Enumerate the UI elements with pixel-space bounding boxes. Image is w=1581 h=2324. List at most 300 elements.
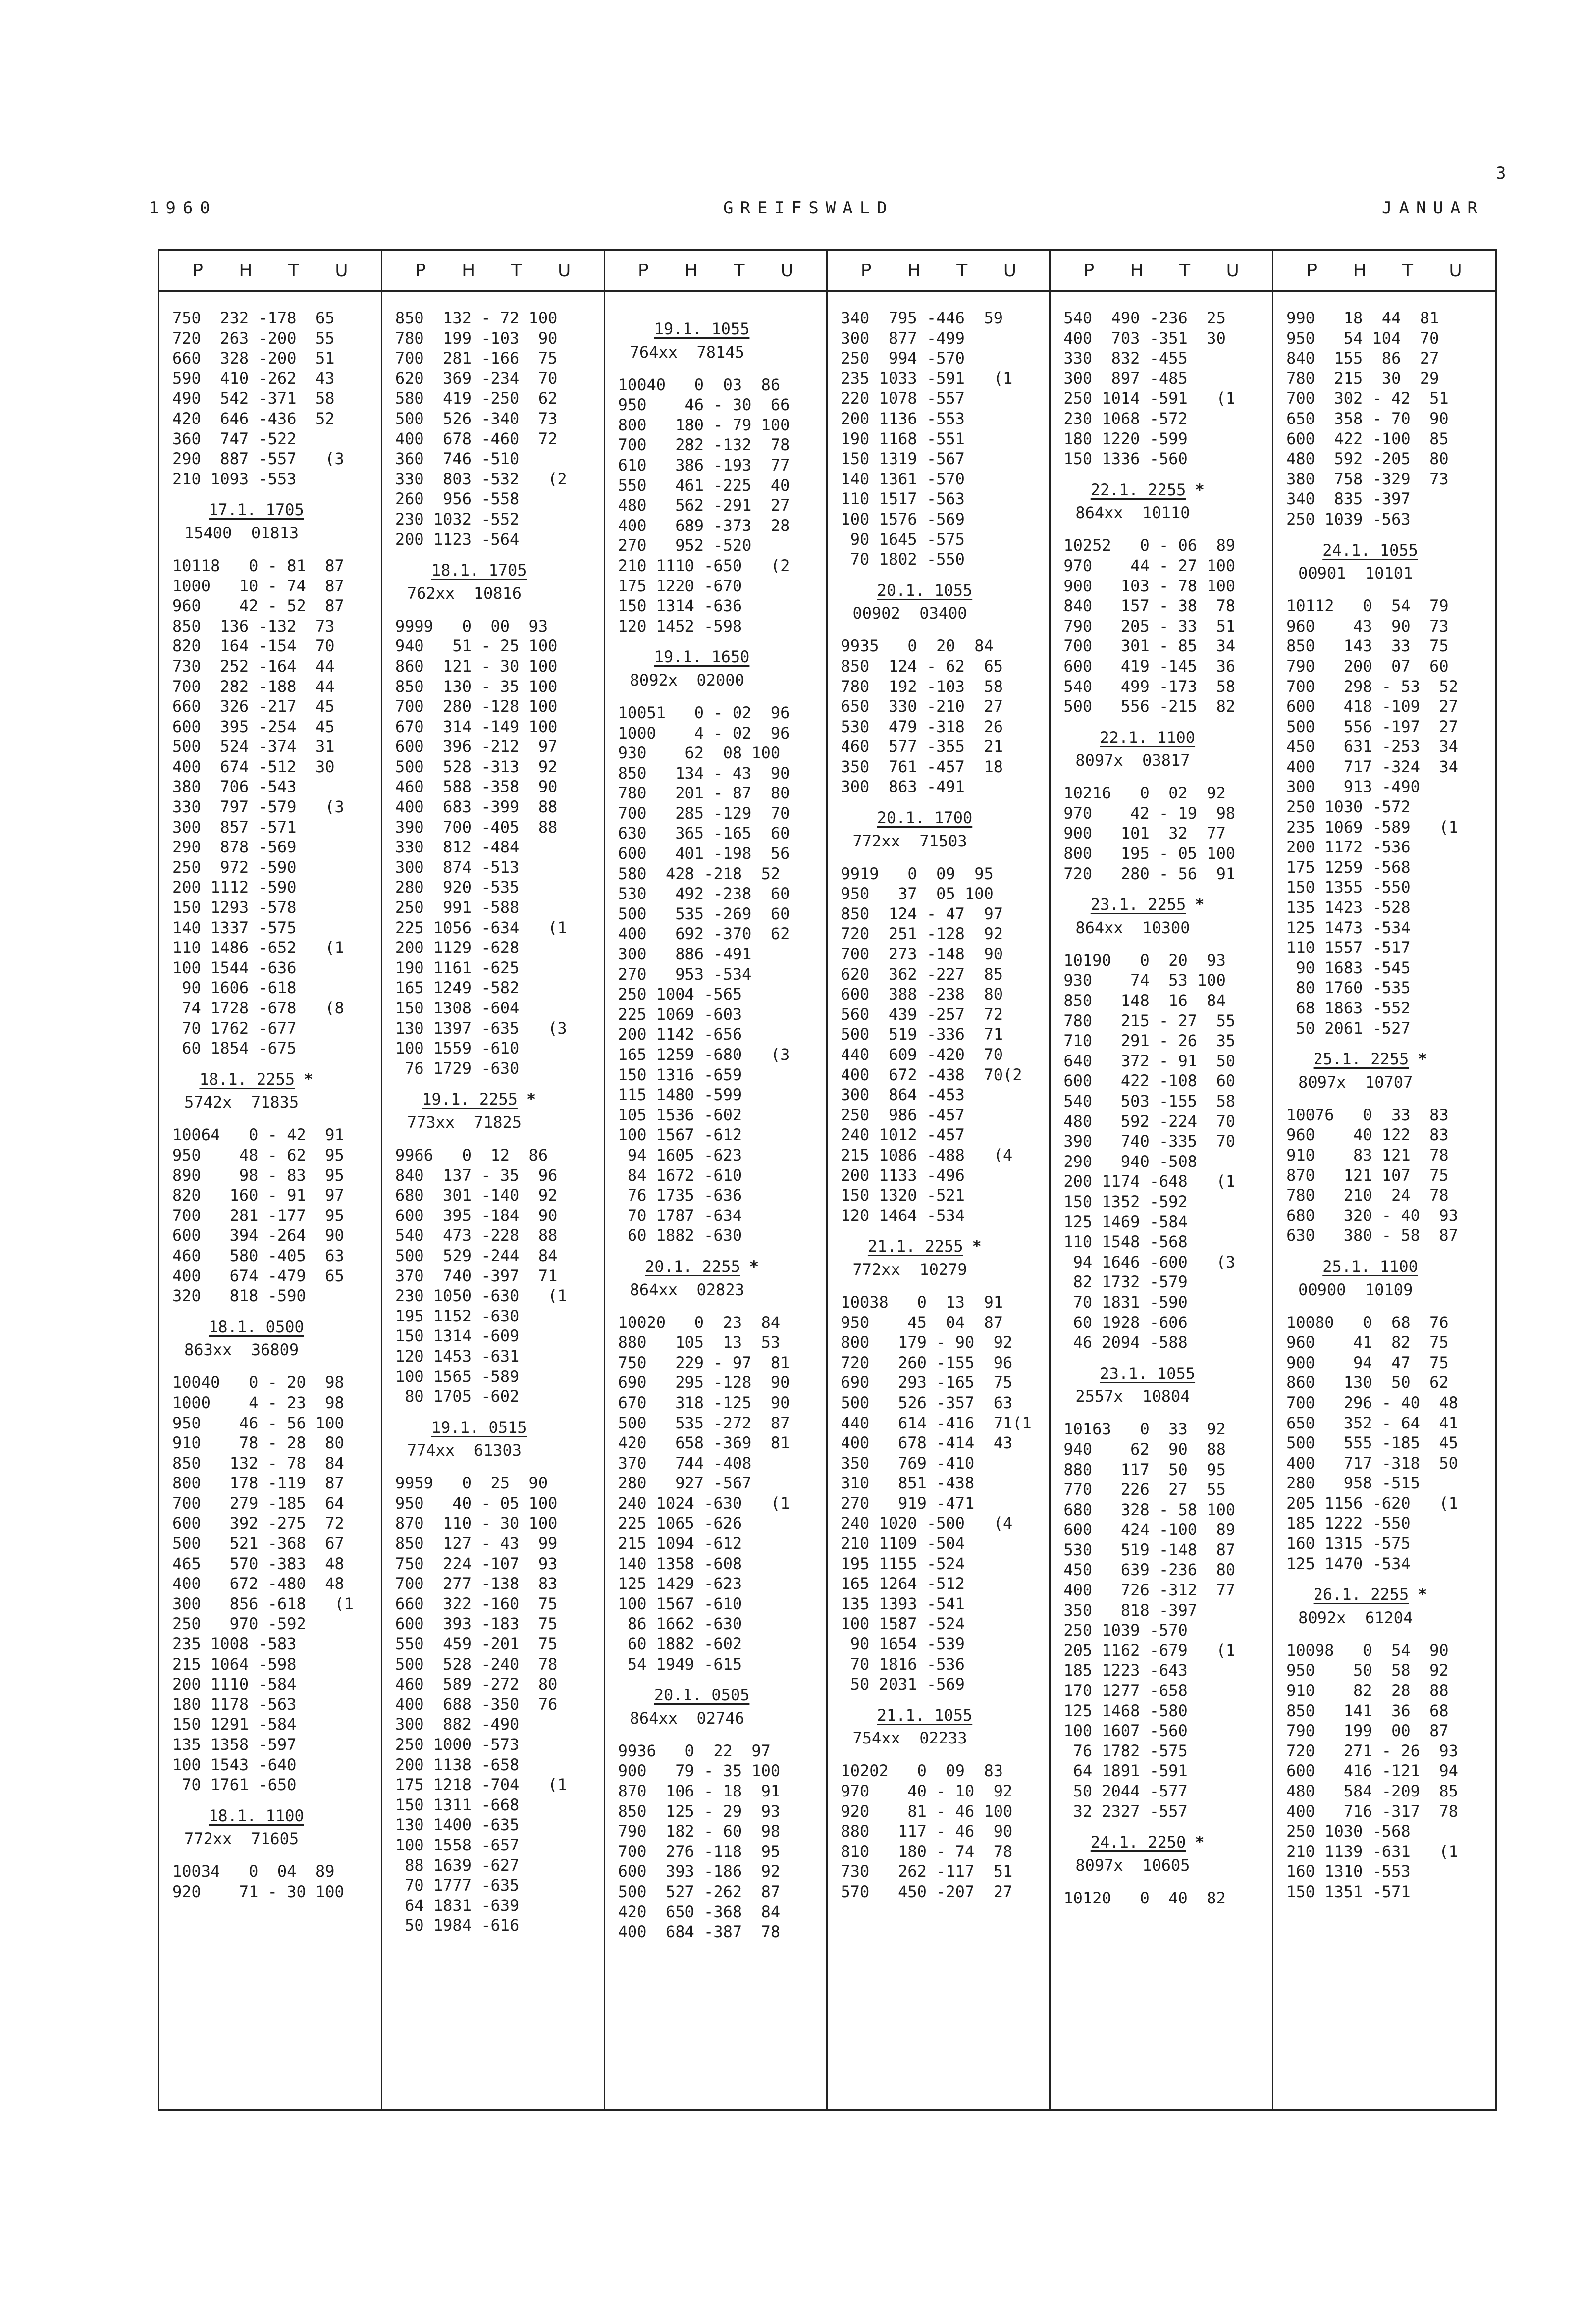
data-row: 700 296 - 40 48	[1286, 1393, 1458, 1412]
data-row: 260 956 -558	[395, 489, 520, 509]
data-row: 125 1429 -623	[618, 1574, 742, 1593]
data-row: 200 1138 -658	[395, 1755, 520, 1774]
data-row: 600 401 -198 56	[618, 844, 790, 863]
data-row: 350 761 -457 18	[841, 757, 1003, 776]
data-row: 580 428 -218 52	[618, 864, 781, 883]
data-row: 100 1576 -569	[841, 509, 965, 528]
data-row: 600 422 -108 60	[1063, 1071, 1236, 1091]
sounding-id: 8097x 10605	[1075, 1855, 1190, 1875]
data-row: 240 1012 -457	[841, 1125, 965, 1145]
data-row: 700 282 -188 44	[172, 677, 335, 696]
data-row: 700 298 - 53 52	[1286, 677, 1458, 696]
data-row: 720 263 -200 55	[172, 328, 335, 348]
date-time-label: 18.1. 2255	[199, 1069, 295, 1089]
data-row: 880 117 - 46 90	[841, 1822, 1013, 1841]
data-row: 250 994 -570	[841, 349, 965, 368]
data-row: 500 524 -374 31	[172, 737, 335, 756]
sounding-id: 863xx 36809	[184, 1340, 299, 1360]
column-header	[159, 251, 381, 292]
data-row: 330 812 -484	[395, 838, 520, 857]
data-row: 70 1777 -635	[395, 1876, 520, 1895]
data-row: 100 1565 -589	[395, 1367, 520, 1386]
data-row: 720 251 -128 92	[841, 924, 1003, 944]
data-row: 600 394 -264 90	[172, 1226, 344, 1245]
data-row: 960 43 90 73	[1286, 616, 1449, 635]
data-row: 600 393 -183 75	[395, 1614, 558, 1634]
data-row: 46 2094 -588	[1063, 1333, 1188, 1352]
data-row: 330 797 -579 (3	[172, 797, 344, 817]
data-row: 420 650 -368 84	[618, 1902, 781, 1921]
data-row: 150 1314 -636	[618, 596, 742, 616]
sounding-id: 754xx 02233	[852, 1729, 967, 1748]
date-time-label: 19.1. 1055	[654, 319, 750, 338]
sounding-id: 8092x 02000	[630, 670, 744, 689]
spacer	[618, 1303, 821, 1313]
data-row: 530 479 -318 26	[841, 717, 1003, 736]
data-row: 400 678 -460 72	[395, 429, 558, 448]
spacer	[841, 854, 1043, 864]
spacer	[618, 365, 821, 375]
data-row: 500 529 -244 84	[395, 1246, 558, 1265]
data-row: 990 18 44 81	[1286, 309, 1439, 327]
date-time-label: 23.1. 1055	[1100, 1364, 1196, 1383]
data-row: 300 864 -453	[841, 1085, 965, 1105]
data-row: 720 271 - 26 93	[1286, 1741, 1458, 1760]
data-row: 160 1310 -553	[1286, 1862, 1411, 1881]
sounding-date-heading	[618, 1257, 821, 1277]
data-row: 90 1654 -539	[841, 1635, 965, 1654]
sounding-date-heading	[172, 1317, 375, 1337]
data-row: 240 1024 -630 (1	[618, 1493, 790, 1513]
data-row: 420 658 -369 81	[618, 1433, 790, 1453]
column-body	[841, 308, 1043, 2104]
data-row: 185 1223 -643	[1063, 1661, 1188, 1680]
data-row: 225 1056 -634 (1	[395, 918, 567, 937]
data-row: 630 380 - 58 87	[1286, 1226, 1458, 1245]
data-row: 190 1168 -551	[841, 429, 965, 448]
data-row: 850 136 -132 73	[172, 616, 335, 635]
header-p: P	[1083, 260, 1095, 281]
data-row: 220 1078 -557	[841, 389, 965, 408]
data-row: 465 570 -383 48	[172, 1554, 344, 1573]
table-column-5	[1051, 251, 1273, 2109]
data-row: 135 1393 -541	[841, 1594, 965, 1613]
data-row: 780 215 30 29	[1286, 369, 1439, 388]
data-row: 900 101 32 77	[1063, 824, 1226, 843]
data-row: 690 293 -165 75	[841, 1373, 1013, 1392]
data-row: 460 589 -272 80	[395, 1675, 558, 1694]
sounding-date-heading	[1286, 1049, 1489, 1069]
asterisk-mark: *	[749, 1257, 759, 1276]
column-body	[1286, 308, 1489, 2104]
data-row: 950 46 - 30 66	[618, 395, 790, 415]
asterisk-mark: *	[1418, 1585, 1427, 1604]
data-row: 720 260 -155 96	[841, 1353, 1013, 1372]
data-row: 770 226 27 55	[1063, 1480, 1226, 1499]
data-row: 200 1172 -536	[1286, 838, 1411, 857]
spacer	[1063, 1409, 1266, 1419]
data-row: 700 280 -128 100	[395, 697, 558, 716]
sounding-id: 772xx 10279	[852, 1260, 967, 1279]
data-row: 175 1218 -704 (1	[395, 1775, 567, 1795]
asterisk-mark: *	[1195, 895, 1205, 914]
sounding-id: 00900 10109	[1298, 1280, 1413, 1299]
data-row: 930 62 08 100	[618, 743, 781, 763]
header-u: U	[1003, 260, 1017, 281]
data-row: 290 887 -557 (3	[172, 449, 344, 469]
data-row: 500 527 -262 87	[618, 1882, 781, 1901]
data-row: 500 555 -185 45	[1286, 1433, 1458, 1453]
data-row: 300 886 -491	[618, 945, 752, 964]
spacer	[172, 546, 375, 556]
data-row: 70 1816 -536	[841, 1654, 965, 1674]
data-row: 300 877 -499	[841, 328, 965, 348]
data-row: 840 137 - 35 96	[395, 1165, 558, 1185]
column-body	[395, 308, 598, 2104]
data-row: 125 1468 -580	[1063, 1701, 1188, 1720]
data-row: 820 164 -154 70	[172, 636, 335, 656]
data-row: 400 689 -373 28	[618, 516, 790, 535]
date-time-label: 23.1. 2255	[1090, 895, 1186, 914]
data-row: 440 609 -420 70	[841, 1045, 1003, 1064]
data-row: 850 143 33 75	[1286, 636, 1449, 656]
data-row: 400 703 -351 30	[1063, 328, 1226, 348]
data-row: 250 1000 -573	[395, 1735, 520, 1754]
data-row: 460 577 -355 21	[841, 737, 1003, 756]
spacer	[618, 693, 821, 703]
spacer	[1286, 1303, 1489, 1313]
data-row: 850 125 - 29 93	[618, 1801, 781, 1821]
data-row: 380 706 -543	[172, 777, 297, 796]
data-row: 340 835 -397	[1286, 489, 1411, 509]
data-row: 200 1110 -584	[172, 1675, 297, 1694]
data-row: 200 1142 -656	[618, 1025, 742, 1044]
data-row: 550 459 -201 75	[395, 1635, 558, 1654]
data-row: 165 1249 -582	[395, 978, 520, 998]
spacer	[618, 1731, 821, 1741]
data-row: 9999 0 00 93	[395, 616, 548, 635]
sounding-date-heading	[841, 1705, 1043, 1726]
spacer	[395, 1135, 598, 1145]
data-row: 850 130 - 35 100	[395, 677, 558, 696]
data-row: 870 106 - 18 91	[618, 1782, 781, 1800]
header-u: U	[558, 260, 571, 281]
header-h: H	[907, 260, 921, 281]
data-row: 420 646 -436 52	[172, 409, 335, 428]
header-p: P	[415, 260, 426, 281]
data-row: 9959 0 25 90	[395, 1474, 548, 1493]
data-row: 100 1543 -640	[172, 1755, 297, 1774]
station-title: GREIFSWALD	[723, 198, 894, 218]
data-row: 390 700 -405 88	[395, 817, 558, 837]
sounding-id: 8092x 61204	[1298, 1608, 1413, 1627]
data-row: 64 1891 -591	[1063, 1761, 1188, 1781]
data-row: 9919 0 09 95	[841, 864, 994, 883]
sounding-id: 00902 03400	[852, 604, 967, 623]
data-row: 80 1760 -535	[1286, 978, 1411, 998]
data-row: 110 1557 -517	[1286, 938, 1411, 957]
data-row: 460 588 -358 90	[395, 777, 558, 796]
data-row: 600 416 -121 94	[1286, 1761, 1458, 1781]
sounding-id: 864xx 02746	[630, 1708, 744, 1728]
header-t: T	[1179, 260, 1191, 281]
data-row: 280 927 -567	[618, 1474, 752, 1493]
asterisk-mark: *	[1418, 1050, 1427, 1069]
spacer	[1286, 1631, 1489, 1640]
sounding-id: 8097x 10707	[1298, 1072, 1413, 1092]
header-u: U	[335, 260, 348, 281]
data-row: 640 372 - 91 50	[1063, 1051, 1236, 1070]
header-u: U	[1226, 260, 1239, 281]
data-row: 135 1358 -597	[172, 1735, 297, 1754]
data-row: 76 1782 -575	[1063, 1741, 1188, 1760]
asterisk-mark: *	[526, 1090, 536, 1109]
data-row: 290 940 -508	[1063, 1152, 1198, 1171]
data-row: 200 1174 -648 (1	[1063, 1172, 1236, 1191]
data-row: 900 94 47 75	[1286, 1353, 1449, 1372]
header-t: T	[956, 260, 968, 281]
data-row: 500 556 -197 27	[1286, 717, 1458, 736]
data-row: 680 320 - 40 93	[1286, 1206, 1458, 1225]
data-row: 400 683 -399 88	[395, 797, 558, 817]
data-row: 750 224 -107 93	[395, 1554, 558, 1573]
column-body	[172, 308, 375, 2104]
data-row: 225 1069 -603	[618, 1004, 742, 1024]
data-row: 870 121 107 75	[1286, 1165, 1449, 1185]
data-row: 225 1065 -626	[618, 1514, 742, 1533]
data-row: 110 1486 -652 (1	[172, 938, 344, 957]
sounding-id: 00901 10101	[1298, 564, 1413, 583]
column-header	[382, 251, 604, 292]
data-row: 780 199 -103 90	[395, 328, 558, 348]
data-row: 10040 0 - 20 98	[172, 1373, 344, 1392]
data-row: 400 674 -512 30	[172, 757, 335, 776]
header-t: T	[734, 260, 745, 281]
data-row: 82 1732 -579	[1063, 1272, 1188, 1292]
sounding-date-heading	[1063, 895, 1266, 915]
month-label: JANUAR	[1382, 198, 1484, 218]
sounding-date-heading	[618, 1685, 821, 1705]
data-row: 10064 0 - 42 91	[172, 1125, 344, 1145]
data-row: 250 1039 -570	[1063, 1621, 1188, 1640]
data-row: 560 439 -257 72	[841, 1004, 1003, 1024]
date-time-label: 20.1. 0505	[654, 1686, 750, 1705]
sounding-date-heading	[1063, 728, 1266, 748]
data-row: 150 1320 -521	[841, 1186, 965, 1205]
data-row: 400 717 -318 50	[1286, 1453, 1458, 1473]
data-row: 700 302 - 42 51	[1286, 389, 1449, 408]
sounding-table	[158, 249, 1497, 2111]
data-row: 840 157 - 38 78	[1063, 596, 1236, 616]
data-row: 140 1358 -608	[618, 1554, 742, 1573]
data-row: 500 526 -340 73	[395, 409, 558, 428]
column-header	[605, 251, 827, 292]
data-row: 860 130 50 62	[1286, 1373, 1449, 1392]
table-column-3	[605, 251, 828, 2109]
data-row: 400 692 -370 62	[618, 924, 790, 944]
data-row: 700 281 -166 75	[395, 349, 558, 368]
date-time-label: 20.1. 2255	[645, 1257, 740, 1276]
data-row: 195 1152 -630	[395, 1306, 520, 1325]
data-row: 530 519 -148 87	[1063, 1540, 1236, 1559]
data-row: 850 127 - 43 99	[395, 1534, 558, 1553]
data-row: 88 1639 -627	[395, 1855, 520, 1875]
data-row: 250 1039 -563	[1286, 509, 1411, 528]
data-row: 215 1094 -612	[618, 1534, 742, 1553]
data-row: 120 1453 -631	[395, 1346, 520, 1366]
data-row: 350 818 -397	[1063, 1600, 1198, 1620]
spacer	[841, 1282, 1043, 1292]
sounding-date-heading	[172, 500, 375, 520]
data-row: 600 392 -275 72	[172, 1514, 344, 1533]
data-row: 76 1735 -636	[618, 1186, 742, 1205]
data-row: 70 1802 -550	[841, 550, 965, 569]
data-row: 910 82 28 88	[1286, 1681, 1449, 1700]
data-row: 360 747 -522	[172, 429, 297, 448]
data-row: 610 386 -193 77	[618, 455, 790, 475]
header-t: T	[511, 260, 522, 281]
table-column-4	[828, 251, 1051, 2109]
data-row: 115 1480 -599	[618, 1085, 742, 1105]
data-row: 70 1787 -634	[618, 1206, 742, 1225]
data-row: 710 291 - 26 35	[1063, 1031, 1236, 1051]
data-row: 60 1882 -630	[618, 1226, 742, 1245]
data-row: 790 205 - 33 51	[1063, 616, 1236, 635]
data-row: 10190 0 20 93	[1063, 951, 1226, 970]
data-row: 150 1351 -571	[1286, 1882, 1411, 1901]
date-time-label: 25.1. 1100	[1322, 1257, 1418, 1276]
data-row: 480 584 -209 85	[1286, 1782, 1458, 1800]
sounding-date-heading	[618, 319, 821, 339]
data-row: 500 535 -272 87	[618, 1413, 790, 1432]
spacer	[395, 1463, 598, 1473]
data-row: 670 318 -125 90	[618, 1393, 790, 1412]
data-row: 200 1136 -553	[841, 409, 965, 428]
data-row: 185 1222 -550	[1286, 1514, 1411, 1533]
data-row: 165 1264 -512	[841, 1574, 965, 1593]
data-row: 790 199 00 87	[1286, 1721, 1449, 1741]
spacer	[841, 626, 1043, 636]
data-row: 94 1646 -600 (3	[1063, 1252, 1236, 1271]
date-time-label: 26.1. 2255	[1313, 1585, 1409, 1604]
data-row: 380 758 -329 73	[1286, 469, 1449, 488]
sounding-id: 764xx 78145	[630, 342, 744, 362]
asterisk-mark: *	[1195, 480, 1205, 499]
data-row: 70 1761 -650	[172, 1775, 297, 1795]
data-row: 100 1567 -612	[618, 1125, 742, 1145]
data-row: 900 79 - 35 100	[618, 1761, 781, 1781]
data-row: 140 1361 -570	[841, 469, 965, 488]
data-row: 780 192 -103 58	[841, 677, 1003, 696]
data-row: 730 262 -117 51	[841, 1862, 1013, 1881]
data-row: 215 1086 -488 (4	[841, 1145, 1013, 1164]
data-row: 100 1558 -657	[395, 1835, 520, 1854]
data-row: 880 117 50 95	[1063, 1460, 1226, 1479]
data-row: 130 1400 -635	[395, 1815, 520, 1835]
data-row: 940 51 - 25 100	[395, 636, 558, 656]
data-row: 500 526 -357 63	[841, 1393, 1013, 1412]
spacer	[1063, 773, 1266, 783]
data-row: 230 1032 -552	[395, 509, 520, 528]
data-row: 700 273 -148 90	[841, 945, 1003, 964]
spacer	[1063, 526, 1266, 535]
data-row: 150 1336 -560	[1063, 449, 1188, 469]
data-row: 300 913 -490	[1286, 777, 1420, 796]
data-row: 780 201 - 87 80	[618, 784, 790, 803]
data-row: 570 450 -207 27	[841, 1882, 1013, 1901]
data-row: 600 419 -145 36	[1063, 656, 1236, 676]
data-row: 200 1112 -590	[172, 878, 297, 897]
data-row: 850 124 - 47 97	[841, 904, 1003, 923]
data-row: 480 592 -205 80	[1286, 449, 1449, 469]
data-row: 140 1337 -575	[172, 918, 297, 937]
column-body	[1063, 308, 1266, 2104]
date-time-label: 22.1. 2255	[1090, 480, 1186, 499]
data-row: 600 422 -100 85	[1286, 429, 1449, 448]
sounding-id: 2557x 10804	[1075, 1387, 1190, 1406]
data-row: 210 1110 -650 (2	[618, 556, 790, 575]
data-row: 80 1705 -602	[395, 1387, 520, 1406]
data-row: 205 1162 -679 (1	[1063, 1640, 1236, 1660]
sounding-id: 774xx 61303	[407, 1441, 522, 1460]
data-row: 960 41 82 75	[1286, 1333, 1449, 1352]
date-time-label: 25.1. 2255	[1313, 1050, 1409, 1069]
data-row: 590 410 -262 43	[172, 369, 335, 388]
data-row: 9936 0 22 97	[618, 1741, 771, 1760]
data-row: 920 71 - 30 100	[172, 1882, 344, 1901]
sounding-date-heading	[1286, 540, 1489, 561]
spacer	[172, 1115, 375, 1125]
data-row: 810 180 - 74 78	[841, 1842, 1013, 1861]
data-row: 10252 0 - 06 89	[1063, 536, 1236, 555]
data-row: 950 40 - 05 100	[395, 1493, 558, 1513]
column-header	[1051, 251, 1272, 292]
sounding-id: 762xx 10816	[407, 583, 522, 603]
data-row: 125 1473 -534	[1286, 918, 1411, 937]
data-row: 175 1220 -670	[618, 576, 742, 595]
date-time-label: 21.1. 2255	[867, 1237, 963, 1256]
column-header	[1273, 251, 1495, 292]
data-row: 60 1882 -602	[618, 1635, 742, 1654]
data-row: 125 1470 -534	[1286, 1554, 1411, 1573]
data-row: 950 48 - 62 95	[172, 1145, 344, 1164]
data-row: 700 281 -177 95	[172, 1206, 344, 1225]
data-row: 500 535 -269 60	[618, 904, 790, 923]
data-row: 60 1928 -606	[1063, 1313, 1188, 1332]
data-row: 550 461 -225 40	[618, 475, 790, 495]
data-row: 100 1567 -610	[618, 1594, 742, 1613]
data-row: 300 857 -571	[172, 817, 297, 837]
date-time-label: 22.1. 1100	[1100, 728, 1196, 747]
spacer	[172, 1363, 375, 1373]
data-row: 800 180 - 79 100	[618, 415, 790, 434]
data-row: 310 851 -438	[841, 1474, 975, 1493]
data-row: 100 1544 -636	[172, 958, 297, 977]
data-row: 10080 0 68 76	[1286, 1313, 1449, 1332]
asterisk-mark: *	[1195, 1833, 1205, 1852]
data-row: 450 639 -236 80	[1063, 1560, 1236, 1580]
sounding-id: 5742x 71835	[184, 1093, 299, 1112]
data-row: 680 328 - 58 100	[1063, 1500, 1236, 1519]
table-column-1	[159, 251, 382, 2109]
data-row: 70 1762 -677	[172, 1018, 297, 1038]
data-row: 200 1129 -628	[395, 938, 520, 957]
sounding-date-heading	[1286, 1257, 1489, 1277]
data-row: 850 148 16 84	[1063, 991, 1226, 1010]
data-row: 500 528 -313 92	[395, 757, 558, 776]
data-row: 70 1831 -590	[1063, 1292, 1188, 1312]
data-row: 280 920 -535	[395, 878, 520, 897]
